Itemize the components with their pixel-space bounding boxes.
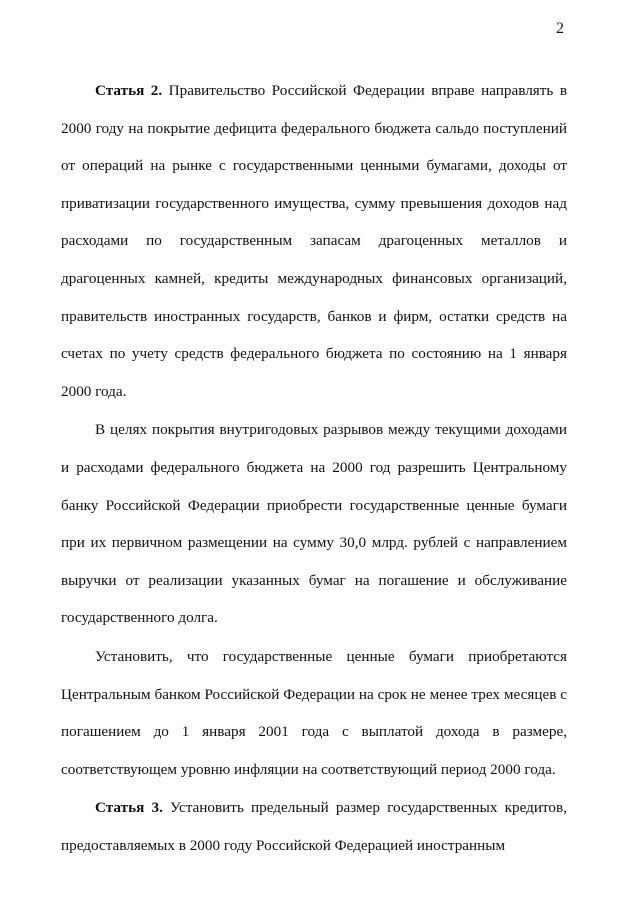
page-number: 2 xyxy=(556,20,564,37)
paragraph-text: Правительство Российской Федерации вправе направлять в 2000 году на покрытие дефицита федерального бюджета сальдо поступлений от операций на рынке с государственными ценными бумагами, доходы от приватизации государственного имущества, сумму превышения доходов над расходами по государственным запасам драгоценных металлов и драгоценных камней, кредиты международных финансовых организаций, правительств иностранных государств, банков и фирм, остатки средств на счетах по учету средств федерального бюджета по состоянию на 1 января 2000 года. xyxy=(61,82,568,400)
article-3-label: Статья 3. xyxy=(95,799,163,817)
paragraph-article-3 xyxy=(61,789,567,864)
paragraph-securities-terms xyxy=(61,638,567,788)
paragraph-article-2 xyxy=(61,72,567,410)
paragraph-text: Установить, что государственные ценные бумаги приобретаются Центральным банком Российской Федерации на срок не менее трех месяцев с погашением до 1 января 2001 года с выплатой дохода в размере, соответствующем уровню инфляции на соответствующий период 2000 года. xyxy=(61,647,567,778)
paragraph-central-bank-securities xyxy=(61,411,567,637)
document-body xyxy=(61,72,567,864)
paragraph-text: Установить предельный размер государственных кредитов, предоставляемых в 2000 году Российской Федерацией иностранным xyxy=(61,799,567,854)
article-2-label: Статья 2. xyxy=(95,82,163,99)
paragraph-text: В целях покрытия внутригодовых разрывов между текущими доходами и расходами федерального бюджета на 2000 год разрешить Центральному банку Российской Федерации приобрести государственные ценные бумаги при их первичном размещении на сумму 30,0 млрд. рублей с направлением выручки от реализации указанных бумаг на погашение и обслуживание государственного долга. xyxy=(61,421,567,627)
